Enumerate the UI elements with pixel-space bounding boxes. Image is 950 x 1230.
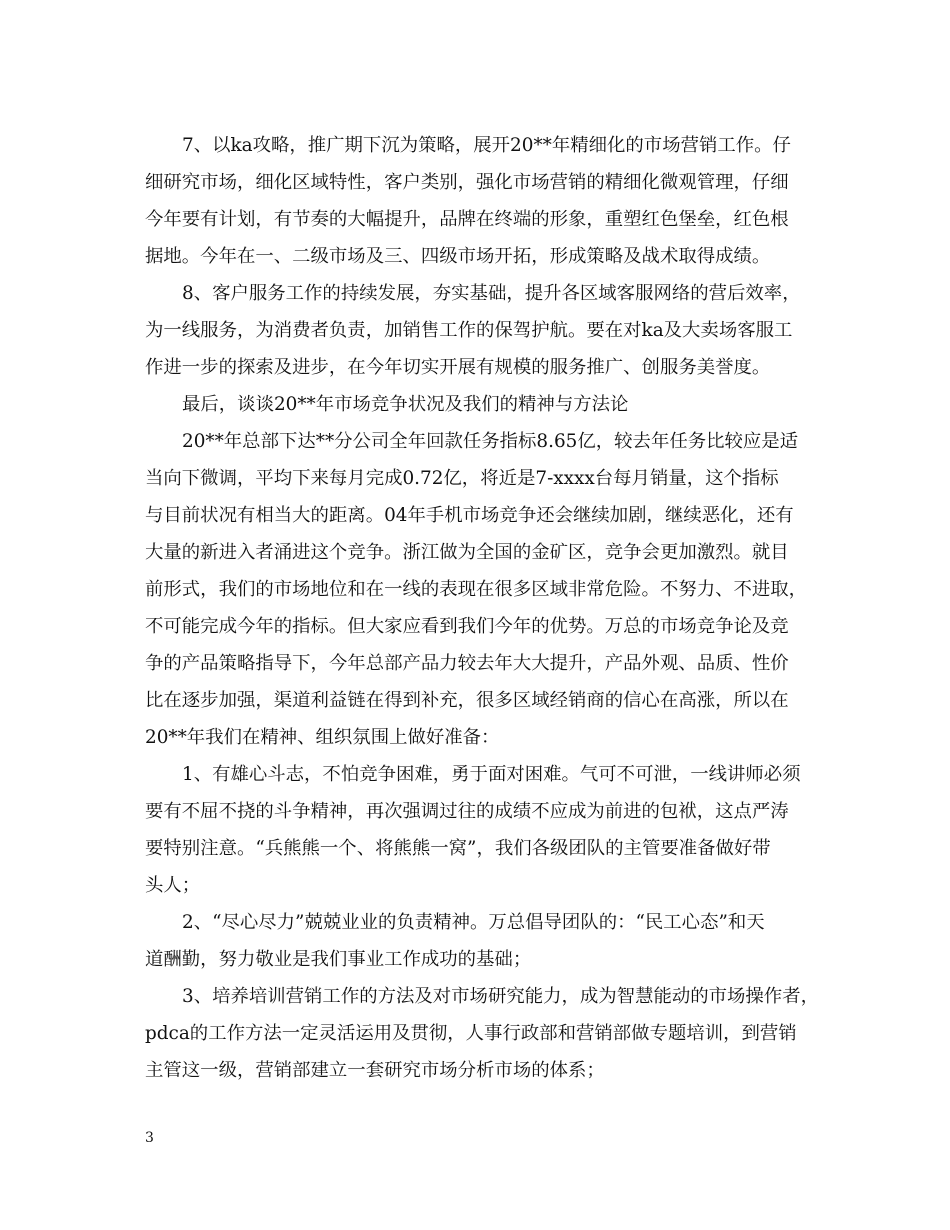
text-line: 前形式，我们的市场地位和在一线的表现在很多区域非常危险。不努力、不进取， [145, 579, 808, 600]
text-line: 要特别注意。“兵熊熊一个、将熊熊一窝”，我们各级团队的主管要准备做好带 [145, 838, 771, 859]
text-line: 8、客户服务工作的持续发展，夯实基础，提升各区域客服网络的营后效率， [182, 283, 801, 304]
text-line: 不可能完成今年的指标。但大家应看到我们今年的优势。万总的市场竞争论及竞 [145, 616, 789, 637]
text-line: 细研究市场，细化区域特性，客户类别，强化市场营销的精细化微观管理，仔细 [145, 172, 789, 193]
text-line: 20**年总部下达**分公司全年回款任务指标8.65亿，较去年任务比较应是适 [182, 431, 799, 452]
page-number: 3 [145, 1130, 154, 1146]
text-line: 作进一步的探索及进步，在今年切实开展有规模的服务推广、创服务美誉度。 [145, 357, 771, 378]
text-line: 道酬勤，努力敬业是我们事业工作成功的基础； [145, 949, 532, 970]
text-line: 最后，谈谈20**年市场竞争状况及我们的精神与方法论 [182, 394, 629, 415]
document-body [145, 127, 835, 1089]
text-line: 7、以ka攻略，推广期下沉为策略，展开20**年精细化的市场营销工作。仔 [182, 135, 791, 156]
text-line: 今年要有计划，有节奏的大幅提升，品牌在终端的形象，重塑红色堡垒，红色根 [145, 209, 789, 230]
text-line: 大量的新进入者涌进这个竞争。浙江做为全国的金矿区，竞争会更加激烈。就目 [145, 542, 789, 563]
text-line: 要有不屈不挠的斗争精神，再次强调过往的成绩不应成为前进的包袱，这点严涛 [145, 801, 789, 822]
text-line: 主管这一级，营销部建立一套研究市场分析市场的体系； [145, 1060, 605, 1081]
text-line: 20**年我们在精神、组织氛围上做好准备： [145, 727, 500, 748]
text-line: 据地。今年在一、二级市场及三、四级市场开拓，形成策略及战术取得成绩。 [145, 246, 771, 267]
text-line: 2、“尽心尽力”兢兢业业的负责精神。万总倡导团队的：“民工心态”和天 [182, 912, 765, 933]
text-line: pdca的工作方法一定灵活运用及贯彻，人事行政部和营销部做专题培训，到营销 [145, 1023, 797, 1044]
text-line: 比在逐步加强，渠道利益链在得到补充，很多区域经销商的信心在高涨，所以在 [145, 690, 789, 711]
text-line: 争的产品策略指导下，今年总部产品力较去年大大提升，产品外观、品质、性价 [145, 653, 789, 674]
text-line: 头人； [145, 875, 201, 896]
text-line: 3、培养培训营销工作的方法及对市场研究能力，成为智慧能动的市场操作者， [182, 986, 819, 1007]
text-line: 为一线服务，为消费者负责，加销售工作的保驾护航。要在对ka及大卖场客服工 [145, 320, 793, 341]
text-line: 1、有雄心斗志，不怕竞争困难，勇于面对困难。气可不可泄，一线讲师必须 [182, 764, 801, 785]
text-line: 当向下微调，平均下来每月完成0.72亿，将近是7-xxxx台每月销量，这个指标 [145, 468, 779, 489]
text-line: 与目前状况有相当大的距离。04年手机市场竞争还会继续加剧，继续恶化，还有 [145, 505, 794, 526]
